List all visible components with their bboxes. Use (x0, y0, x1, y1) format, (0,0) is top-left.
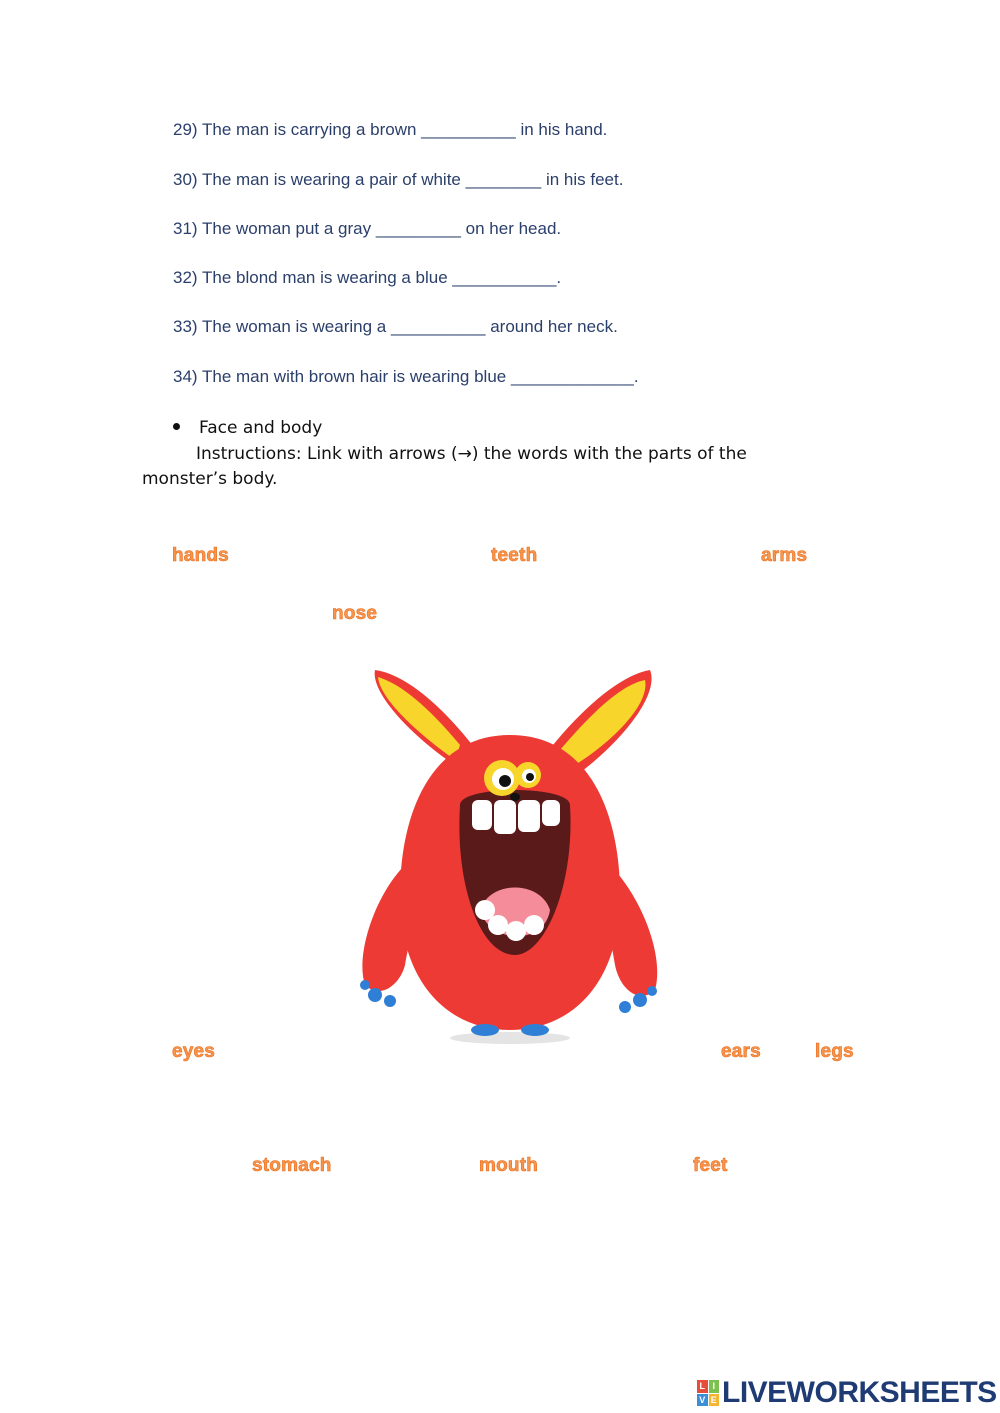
monster-left-foot (471, 1024, 499, 1036)
liveworksheets-logo (697, 1376, 997, 1410)
word-teeth[interactable]: teeth (491, 545, 538, 566)
word-ears[interactable]: ears (721, 1041, 761, 1062)
word-nose[interactable]: nose (332, 603, 378, 624)
word-feet[interactable]: feet (693, 1155, 728, 1176)
monster-shadow (450, 1032, 570, 1044)
question-29: 29) The man is carrying a brown __________ in his hand. (173, 120, 608, 139)
question-33: 33) The woman is wearing a __________ around her neck. (173, 317, 618, 336)
bullet-icon (173, 423, 180, 430)
question-30: 30) The man is wearing a pair of white ________ in his feet. (173, 170, 624, 189)
word-mouth[interactable]: mouth (479, 1155, 539, 1176)
instructions-line-2: monster’s body. (142, 469, 278, 489)
logo-icon: L I V E (697, 1380, 719, 1406)
monster-left-hand (368, 988, 382, 1002)
monster-right-foot (521, 1024, 549, 1036)
instructions-line-1: Instructions: Link with arrows (→) the words with the parts of the (196, 444, 747, 464)
word-hands[interactable]: hands (172, 545, 229, 566)
word-eyes[interactable]: eyes (172, 1041, 216, 1062)
monster-illustration (320, 655, 710, 1055)
monster-nose (510, 793, 520, 801)
word-legs[interactable]: legs (815, 1041, 854, 1062)
monster-right-hand (633, 993, 647, 1007)
section-heading (173, 418, 322, 438)
word-stomach[interactable]: stomach (252, 1155, 332, 1176)
question-34: 34) The man with brown hair is wearing blue _____________. (173, 367, 639, 386)
monster-teeth (472, 800, 492, 830)
word-arms[interactable]: arms (761, 545, 808, 566)
question-31: 31) The woman put a gray _________ on her head. (173, 219, 562, 238)
logo-text: LIVEWORKSHEETS (722, 1376, 997, 1409)
section-heading-text: Face and body (199, 418, 323, 438)
question-32: 32) The blond man is wearing a blue ___________. (173, 268, 562, 287)
